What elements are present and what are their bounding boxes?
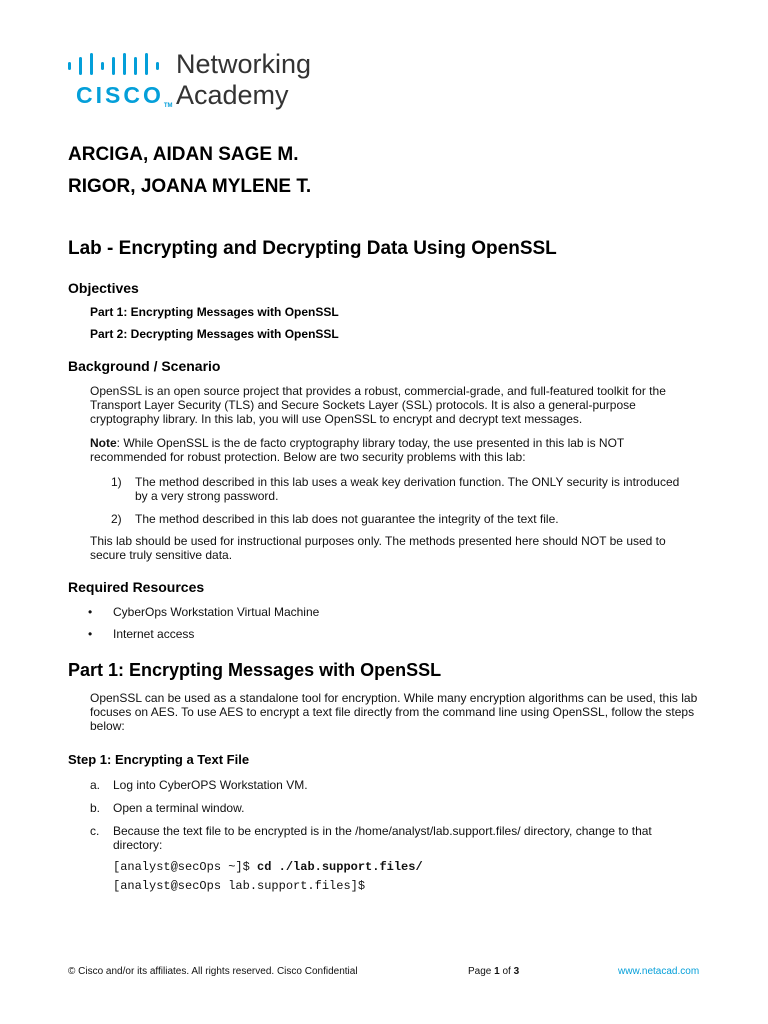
lab-title: Lab - Encrypting and Decrypting Data Using OpenSSL xyxy=(68,238,557,259)
step-letter: b. xyxy=(90,801,101,815)
problem-number: 2) xyxy=(111,512,122,526)
resource-item: CyberOps Workstation Virtual Machine xyxy=(113,605,320,619)
bullet-icon: • xyxy=(88,605,93,619)
objectives-heading: Objectives xyxy=(68,280,139,296)
problem-text: The method described in this lab does not guarantee the integrity of the text file. xyxy=(135,512,559,526)
note-text: : While OpenSSL is the de facto cryptography library today, the use presented in this lab is NOT recommended for robust protection. Below are two security problems with this lab: xyxy=(90,436,625,464)
part1-heading: Part 1: Encrypting Messages with OpenSSL xyxy=(68,660,442,680)
logo-academy: Academy xyxy=(176,80,289,110)
step-text: Open a terminal window. xyxy=(113,801,245,815)
step-letter: a. xyxy=(90,778,101,792)
footer-page-number: Page 1 of 3 xyxy=(468,966,520,977)
objective-item: Part 2: Decrypting Messages with OpenSSL xyxy=(90,327,339,341)
background-paragraph: OpenSSL is an open source project that provides a robust, commercial-grade, and full-featured toolkit for the Transport Layer Security (TLS) and Secure Sockets Layer (SSL) protocols. It is also a general-purpose cryptography library. In this lab, you will use OpenSSL to encrypt and decrypt text messages. xyxy=(90,384,666,426)
problem-number: 1) xyxy=(111,475,122,489)
author-1: ARCIGA, AIDAN SAGE M. xyxy=(68,144,299,165)
part1-intro: OpenSSL can be used as a standalone tool for encryption. While many encryption algorithms can be used, this lab focuses on AES. To use AES to encrypt a text file directly from the command line using OpenSSL, follow the steps below: xyxy=(90,691,698,733)
note-label: Note xyxy=(90,436,117,450)
resources-heading: Required Resources xyxy=(68,579,205,595)
footer-url[interactable]: www.netacad.com xyxy=(618,966,700,977)
cisco-wordmark: CISCOTM xyxy=(76,82,173,109)
cisco-bars-icon xyxy=(68,52,164,76)
logo-networking: Networking xyxy=(176,49,312,79)
problem-text: The method described in this lab uses a weak key derivation function. The ONLY security is introduced by a very strong password. xyxy=(135,475,680,503)
code-line-2: [analyst@secOps lab.support.files]$ xyxy=(113,879,366,893)
note-paragraph xyxy=(90,436,700,464)
step1-heading: Step 1: Encrypting a Text File xyxy=(68,752,250,767)
resource-item: Internet access xyxy=(113,627,195,641)
step-text: Because the text file to be encrypted is in the /home/analyst/lab.support.files/ directory, change to that directory: xyxy=(113,824,652,852)
step-letter: c. xyxy=(90,824,100,838)
author-2: RIGOR, JOANA MYLENE T. xyxy=(68,176,312,197)
bullet-icon: • xyxy=(88,627,93,641)
step-text: Log into CyberOPS Workstation VM. xyxy=(113,778,308,792)
objective-item: Part 1: Encrypting Messages with OpenSSL xyxy=(90,305,339,319)
instructional-paragraph: This lab should be used for instructional purposes only. The methods presented here should NOT be used to secure truly sensitive data. xyxy=(90,534,666,562)
footer-copyright: © Cisco and/or its affiliates. All rights reserved. Cisco Confidential xyxy=(68,966,358,977)
code-line-1: [analyst@secOps ~]$ cd ./lab.support.files/ xyxy=(113,860,423,874)
background-heading: Background / Scenario xyxy=(68,358,221,374)
